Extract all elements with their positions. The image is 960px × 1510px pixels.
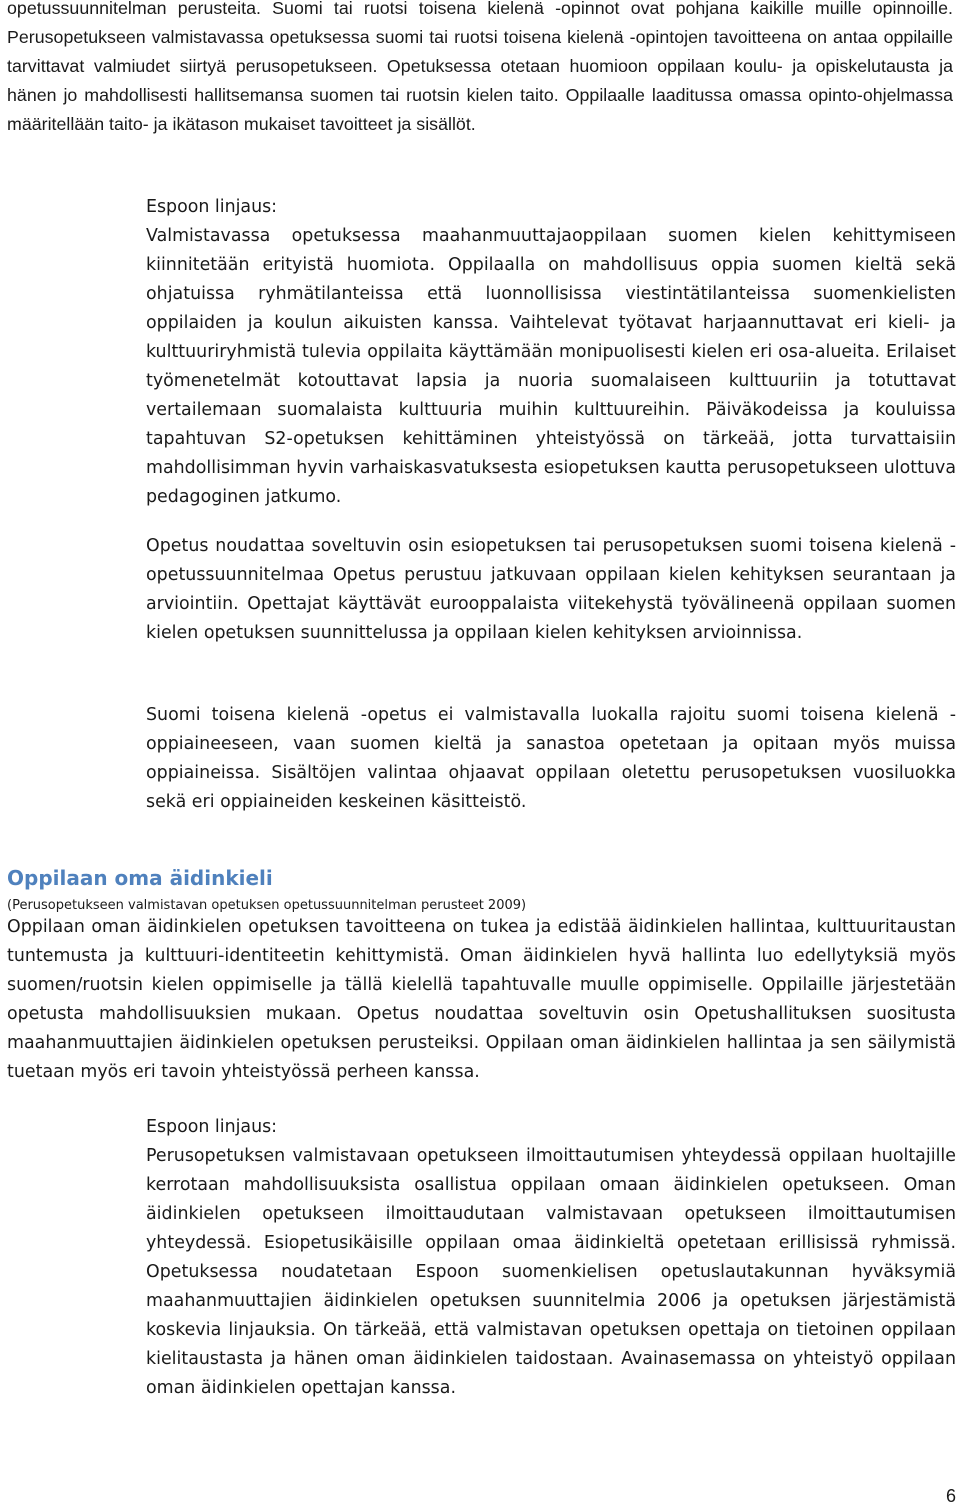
teaching-paragraph: Opetus noudattaa soveltuvin osin esiopetuksen tai perusopetuksen suomi toisena kielenä -opetussuunnitelmaa Opetus perustuu jatkuvaan oppilaan kielen kehityksen seurantaan ja arviointiin. Opettajat käyttävät eurooppalaista viitekehystä työvälineenä oppilaan suomen kielen opetuksen suunnittelussa ja oppilaan kielen kehityksen arvioinnissa.: [146, 536, 956, 643]
finnish-second-language-paragraph: Suomi toisena kielenä -opetus ei valmistavalla luokalla rajoitu suomi toisena kielenä -oppiaineeseen, vaan suomen kieltä ja sanastoa opetetaan ja opitaan myös muissa oppiaineissa. Sisältöjen valintaa ohjaavat oppilaan oletettu perusopetuksen vuosiluokka sekä eri oppiaineiden keskeinen käsitteistö.: [146, 705, 956, 812]
espoo-policy-paragraph: Valmistavassa opetuksessa maahanmuuttajaoppilaan suomen kielen kehittymiseen kiinnitetään erityistä huomiota. Oppilaalla on mahdollisuus oppia suomen kieltä sekä ohjatuissa ryhmätilanteissa että luonnollisissa viestintätilanteissa suomenkielisten oppilaiden ja koulun aikuisten kanssa. Vaihtelevat työtavat harjaannuttavat eri kieli- ja kulttuuriryhmistä tulevia oppilaita käyttämään monipuolisesti kielen eri osa-alueita. Erilaiset työmenetelmät kotouttavat lapsia ja nuoria suomalaiseen kulttuuriin ja totuttavat vertailemaan suomalaista kulttuuria muihin kulttuureihin. Päiväkodeissa ja kouluissa tapahtuvan S2-opetuksen kehittäminen yhteistyössä on tärkeää, jotta turvattaisiin mahdollisimman hyvin varhaiskasvatuksesta esiopetuksen kautta perusopetukseen ulottuva pedagoginen jatkumo.: [146, 226, 956, 507]
section-heading: Oppilaan oma äidinkieli: [7, 866, 273, 890]
intro-paragraph: opetussuunnitelman perusteita. Suomi tai ruotsi toisena kielenä -opinnot ovat pohjana kaikille muille opinnoille. Perusopetukseen valmistavassa opetuksessa suomi tai ruotsi toisena kielenä -opintojen tavoitteena on antaa oppilaille tarvittavat valmiudet siirtyä perusopetukseen. Opetuksessa otetaan huomioon oppilaan koulu- ja opiskelutausta ja hänen jo mahdollisesti hallitsemansa suomen tai ruotsin kielen taito. Oppilaalle laaditussa omassa opinto-ohjelmassa määritellään taito- ja ikätason mukaiset tavoitteet ja sisällöt.: [7, 0, 953, 134]
page-number: 6: [945, 1486, 956, 1506]
espoo-policy-label-2: Espoon linjaus:: [146, 1117, 278, 1137]
source-note: (Perusopetukseen valmistavan opetuksen opetussuunnitelman perusteet 2009): [7, 898, 527, 913]
mother-tongue-paragraph: Oppilaan oman äidinkielen opetuksen tavoitteena on tukea ja edistää äidinkielen hallintaa, kulttuuritaustan tuntemusta ja kulttuuri-identiteetin kehittymistä. Oman äidinkielen hyvä hallinta luo edellytyksiä myös suomen/ruotsin kielen oppimiselle ja tällä kielellä tapahtuvalle muulle oppimiselle. Oppilaille järjestetään opetusta mahdollisuuksien mukaan. Opetus noudattaa soveltuvin osin Opetushallituksen suositusta maahanmuuttajien äidinkielen opetuksen perusteiksi. Oppilaan oman äidinkielen hallintaa ja sen säilymistä tuetaan myös eri tavoin yhteistyössä perheen kanssa.: [7, 917, 956, 1082]
espoo-policy-paragraph-2: Perusopetuksen valmistavaan opetukseen ilmoittautumisen yhteydessä oppilaan huoltajille kerrotaan mahdollisuuksista osallistua oppilaan omaan äidinkielen opetukseen. Oman äidinkielen opetukseen ilmoittaudutaan valmistavaan opetukseen ilmoittautumisen yhteydessä. Esiopetusikäisille oppilaan omaa äidinkieltä opetetaan erillisissä ryhmissä. Opetuksessa noudatetaan Espoon suomenkielisen opetuslautakunnan hyväksymiä maahanmuuttajien äidinkielen opetuksen suunnitelmia 2006 ja opetuksen järjestämistä koskevia linjauksia. On tärkeää, että valmistavan opetuksen opettaja on tietoinen oppilaan kielitaustasta ja hänen oman äidinkielen taidostaan. Avainasemassa on yhteistyö oppilaan oman äidinkielen opettajan kanssa.: [146, 1146, 956, 1398]
espoo-policy-label: Espoon linjaus:: [146, 197, 278, 217]
